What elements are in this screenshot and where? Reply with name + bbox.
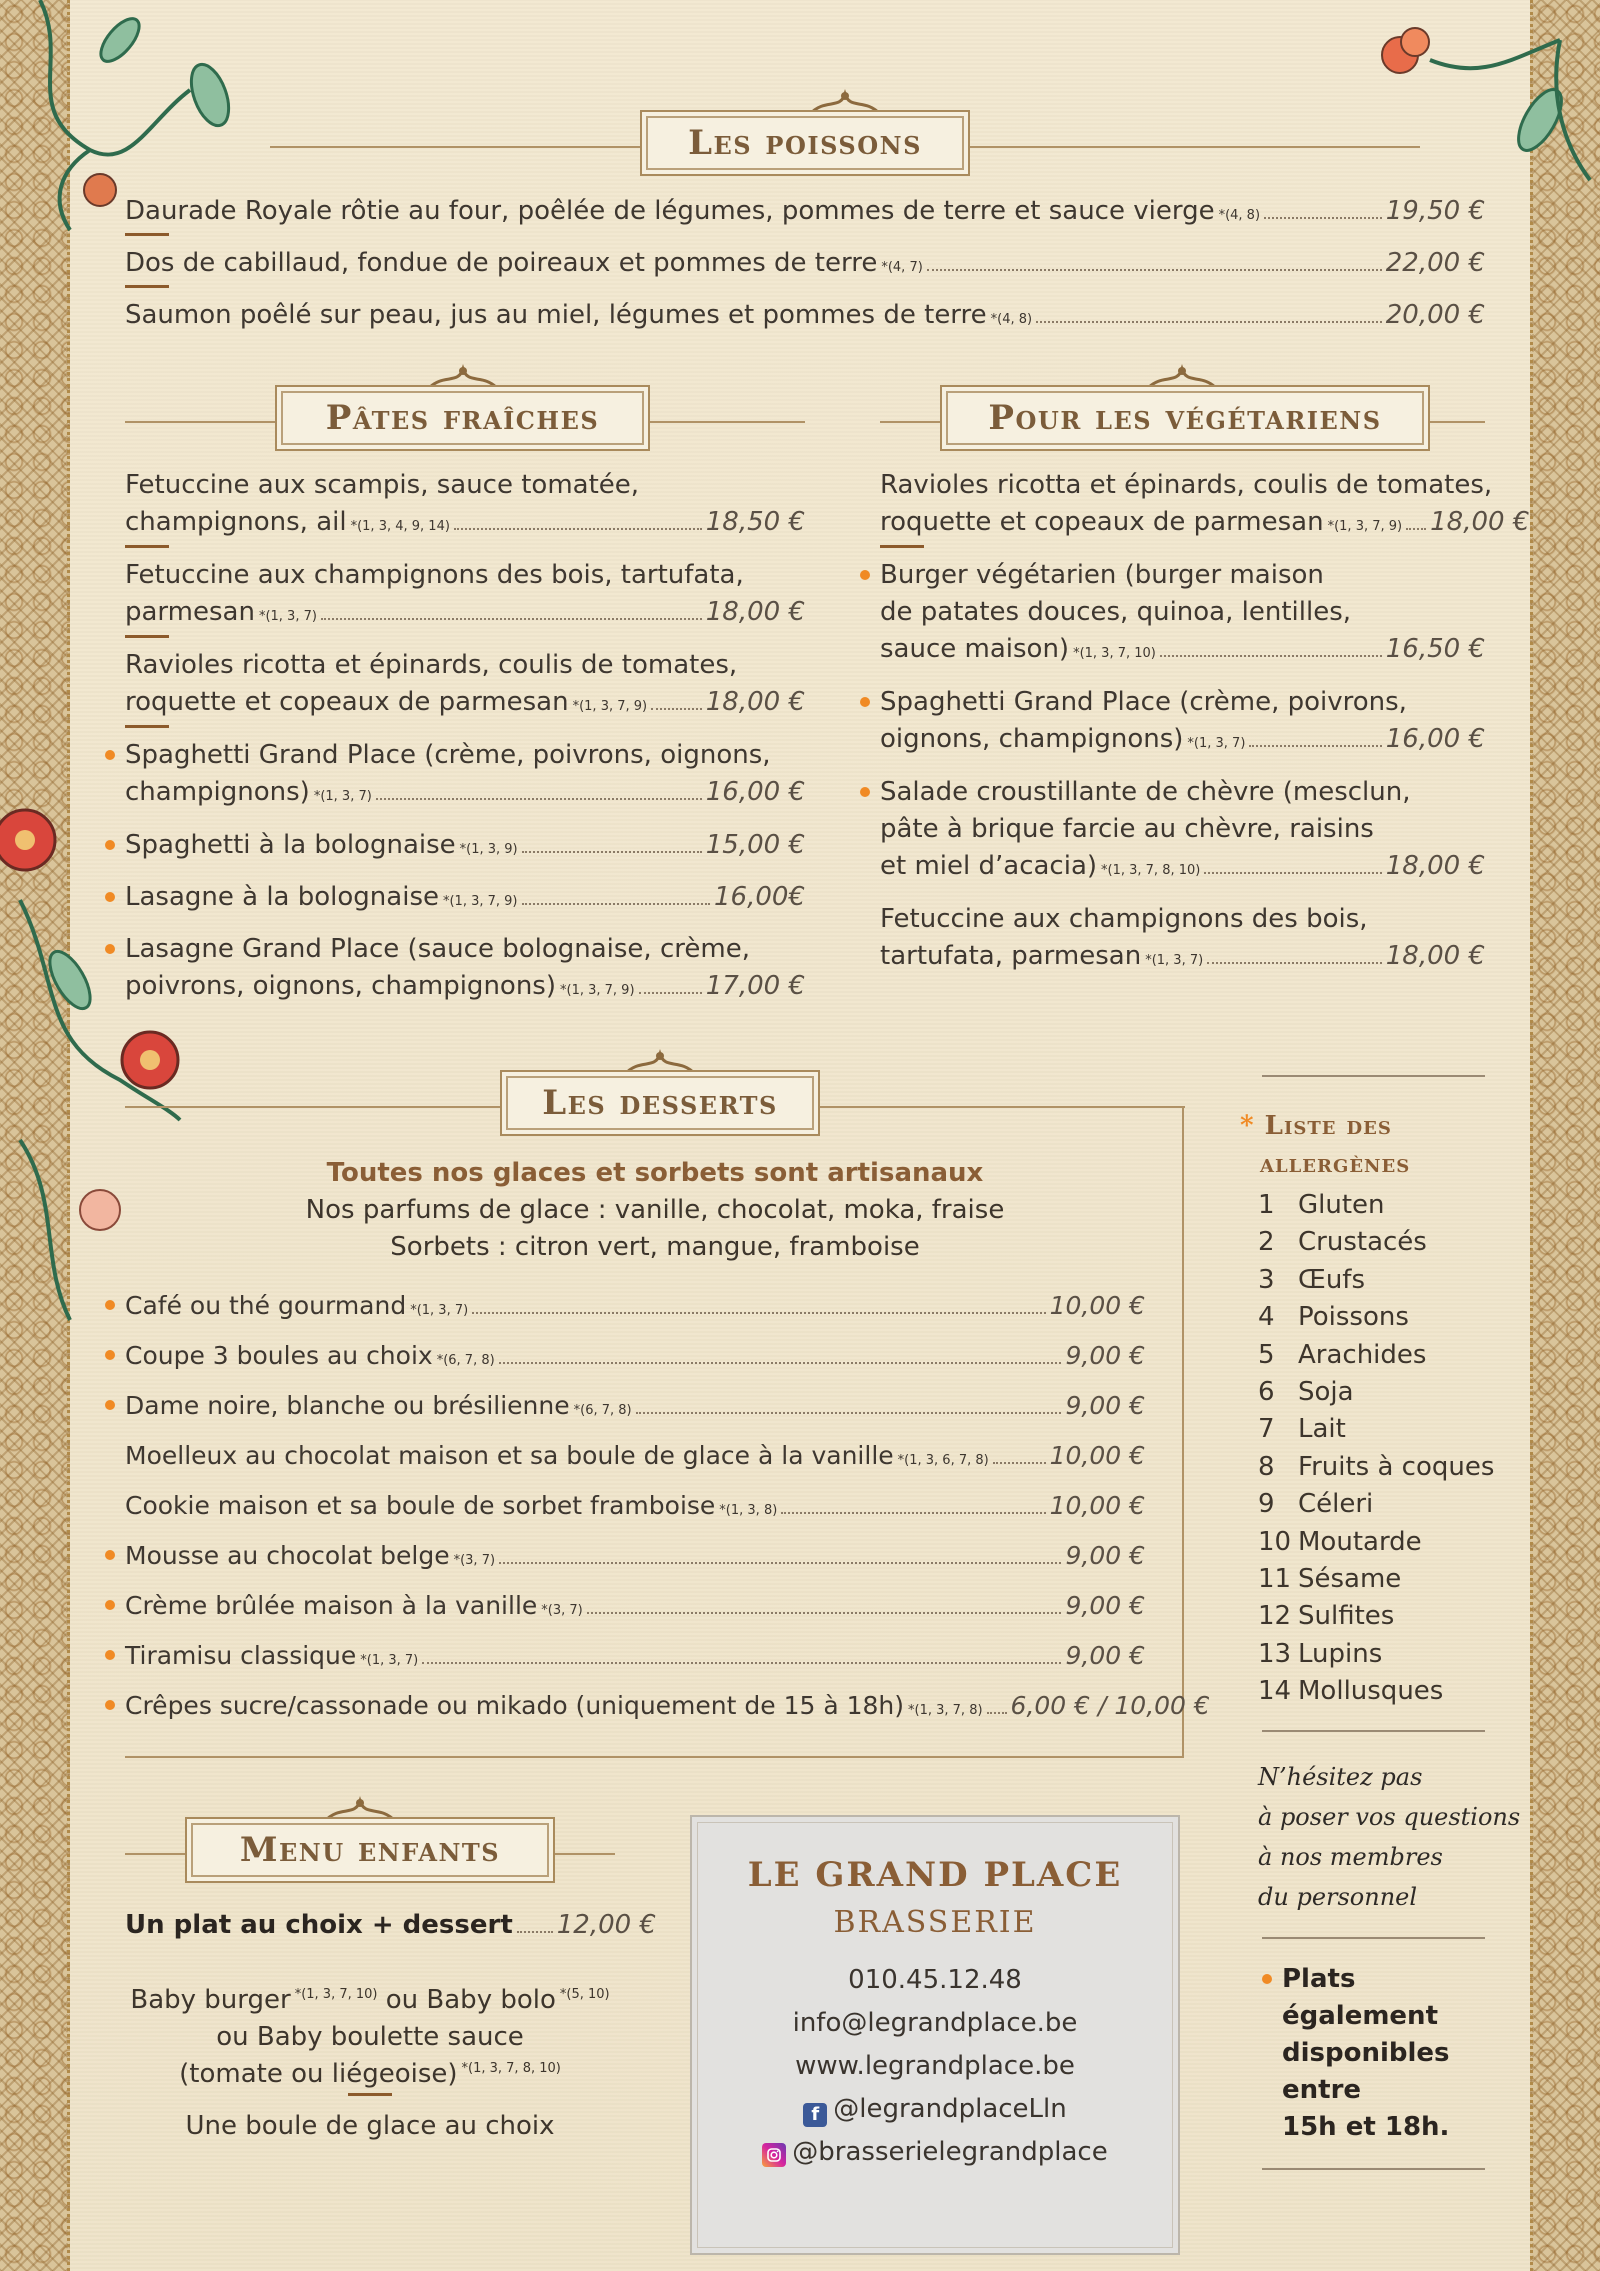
menu-item-line: roquette et copeaux de parmesan *(1, 3, 7, 9) 18,00 € xyxy=(880,504,1485,541)
allergen-item xyxy=(1258,1187,1385,1224)
section-title: Pâtes fraîches xyxy=(275,385,650,451)
dish-text: champignons, ail xyxy=(125,507,347,537)
kids-menu-title: Un plat au choix + dessert xyxy=(125,1910,513,1940)
dot-leader xyxy=(517,1931,553,1933)
allergen-title-line2: allergènes xyxy=(1260,1149,1411,1179)
pates-header xyxy=(125,363,805,453)
brasserie-type: BRASSERIE xyxy=(833,1905,1037,1940)
desserts-headline: Toutes nos glaces et sorbets sont artisanaux xyxy=(326,1158,984,1188)
menu-item xyxy=(125,297,1485,334)
dish-price: 16,00 € xyxy=(1385,724,1485,754)
item-separator xyxy=(880,545,924,548)
orange-bullet-icon xyxy=(105,1600,115,1610)
allergen-name: Gluten xyxy=(1298,1190,1385,1220)
allergen-number: 4 xyxy=(1258,1302,1275,1333)
dot-leader xyxy=(587,1612,1062,1614)
allergen-item xyxy=(1258,1486,1373,1523)
menu-item-line: Crème brûlée maison à la vanille *(3, 7) 9,00 € xyxy=(125,1587,1145,1624)
menu-item-line: Dame noire, blanche ou brésilienne *(6, 7, 8) 9,00 € xyxy=(125,1387,1145,1424)
availability-note-line: disponibles xyxy=(1282,2038,1450,2068)
facebook-icon: f xyxy=(803,2103,827,2127)
dish-price: 6,00 € / 10,00 € xyxy=(1010,1691,1210,1720)
facebook-handle: @legrandplaceLln xyxy=(833,2094,1067,2124)
allergen-number: 3 xyxy=(1258,1264,1275,1295)
kids-dessert: Une boule de glace au choix xyxy=(185,2111,555,2141)
allergen-item xyxy=(1258,1337,1426,1374)
kids-option-bolo: ou Baby bolo xyxy=(385,1985,556,2015)
kids-menu-details xyxy=(125,1982,615,2145)
menu-item-line: roquette et copeaux de parmesan *(1, 3, 7, 9) 18,00 € xyxy=(125,684,805,721)
dot-leader xyxy=(781,1512,1045,1514)
menu-item-line: Tiramisu classique *(1, 3, 7) 9,00 € xyxy=(125,1637,1145,1674)
section-title: Les desserts xyxy=(500,1070,820,1136)
menu-item xyxy=(125,827,805,864)
allergen-item xyxy=(1258,1299,1409,1336)
desserts-header xyxy=(125,1048,1185,1138)
menu-item-line xyxy=(880,557,1485,594)
dot-leader xyxy=(522,903,711,905)
dot-leader xyxy=(376,798,702,800)
menu-item xyxy=(125,647,805,721)
dot-leader xyxy=(993,1462,1046,1464)
menu-item-line: parmesan *(1, 3, 7) 18,00 € xyxy=(125,594,805,631)
dish-text: Tiramisu classique xyxy=(125,1641,357,1670)
allergen-name: Lait xyxy=(1298,1414,1346,1445)
sorbet-flavours: Sorbets : citron vert, mangue, framboise xyxy=(390,1232,920,1262)
allergen-item xyxy=(1258,1673,1443,1710)
dish-price: 18,00 € xyxy=(705,597,805,627)
menu-item-line xyxy=(125,737,805,774)
dish-price: 18,00 € xyxy=(705,687,805,717)
kids-menu-headline xyxy=(125,1907,657,1944)
menu-item-line: Spaghetti à la bolognaise *(1, 3, 9) 15,00 € xyxy=(125,827,805,864)
orange-bullet-icon xyxy=(105,944,115,954)
dish-price: 19,50 € xyxy=(1385,196,1485,226)
allergen-number: 13 xyxy=(1258,1638,1292,1669)
menu-item xyxy=(125,1437,1145,1474)
allergen-name: Arachides xyxy=(1298,1339,1427,1370)
menu-item xyxy=(125,1287,1145,1324)
menu-item-line: Daurade Royale rôtie au four, poêlée de légumes, pommes de terre et sauce vierge *(4, 8) 19,50 € xyxy=(125,193,1485,230)
dish-price: 16,00 € xyxy=(705,777,805,807)
menu-item xyxy=(125,1637,1145,1674)
allergen-number: 7 xyxy=(1258,1414,1275,1445)
dot-leader xyxy=(927,269,1382,271)
enfants-header xyxy=(125,1795,615,1885)
email-link[interactable]: info@legrandplace.be xyxy=(792,2008,1078,2038)
dot-leader xyxy=(987,1712,1007,1714)
menu-item-line: Mousse au chocolat belge *(3, 7) 9,00 € xyxy=(125,1537,1145,1574)
dish-text: Ravioles ricotta et épinards, coulis de tomates, xyxy=(125,650,738,680)
menu-item xyxy=(125,467,805,541)
dot-leader xyxy=(1264,217,1382,219)
menu-item xyxy=(125,1387,1145,1424)
dish-price: 9,00 € xyxy=(1065,1391,1145,1420)
dish-text: de patates douces, quinoa, lentilles, xyxy=(880,597,1352,627)
dot-leader xyxy=(454,528,702,530)
note-rule xyxy=(1262,1937,1485,1939)
staff-note-line: du personnel xyxy=(1258,1883,1418,1911)
allergen-name: Fruits à coques xyxy=(1298,1451,1495,1482)
dish-text: Spaghetti Grand Place (crème, poivrons, xyxy=(880,687,1407,717)
dish-text: Crêpes sucre/cassonade ou mikado (uniquement de 15 à 18h) xyxy=(125,1691,905,1720)
orange-bullet-icon xyxy=(105,1550,115,1560)
menu-item xyxy=(880,467,1530,541)
allergen-number: 1 xyxy=(1258,1190,1275,1220)
brasserie-name: LE GRAND PLACE xyxy=(747,1855,1123,1895)
orange-bullet-icon xyxy=(105,750,115,760)
allergen-item xyxy=(1258,1598,1394,1635)
allergen-bottom-rule xyxy=(1262,1730,1485,1732)
menu-item-line: poivrons, oignons, champignons) *(1, 3, 7, 9) 17,00 € xyxy=(125,968,805,1005)
orange-bullet-icon xyxy=(105,840,115,850)
dot-leader xyxy=(1249,745,1381,747)
dish-text: Crème brûlée maison à la vanille xyxy=(125,1591,538,1620)
menu-item-line xyxy=(880,684,1485,721)
dish-price: 20,00 € xyxy=(1385,300,1485,330)
menu-item-line xyxy=(880,774,1485,811)
allergen-name: Céleri xyxy=(1298,1489,1374,1520)
ice-cream-flavours: Nos parfums de glace : vanille, chocolat, moka, fraise xyxy=(305,1195,1005,1225)
dish-text: Dame noire, blanche ou brésilienne xyxy=(125,1391,570,1420)
menu-item xyxy=(125,193,1485,230)
dish-text: Fetuccine aux scampis, sauce tomatée, xyxy=(125,470,640,500)
dish-price: 10,00 € xyxy=(1049,1291,1145,1320)
menu-item-line xyxy=(125,647,805,684)
note-bullet-icon xyxy=(1262,1974,1272,1984)
title-rule xyxy=(125,1106,500,1108)
dot-leader xyxy=(422,1662,1061,1664)
dot-leader xyxy=(651,708,702,710)
item-separator xyxy=(125,545,169,548)
dish-text: Lasagne Grand Place (sauce bolognaise, crème, xyxy=(125,934,750,964)
dish-text: Saumon poêlé sur peau, jus au miel, légumes et pommes de terre xyxy=(125,300,987,330)
menu-item-line xyxy=(880,467,1493,504)
item-separator xyxy=(125,635,169,638)
allergen-name: Sésame xyxy=(1298,1564,1402,1594)
dish-price: 18,50 € xyxy=(705,507,805,537)
dish-text: roquette et copeaux de parmesan xyxy=(125,687,569,717)
allergen-name: Lupins xyxy=(1298,1638,1383,1669)
instagram-icon xyxy=(762,2143,786,2167)
allergen-number: 12 xyxy=(1258,1601,1292,1632)
availability-note-line: 15h et 18h. xyxy=(1282,2112,1450,2142)
menu-item xyxy=(125,1687,1210,1724)
dot-leader xyxy=(1204,872,1381,874)
dish-text: Lasagne à la bolognaise xyxy=(125,882,439,912)
instagram-handle: @brasserielegrandplace xyxy=(792,2137,1108,2167)
instagram-row[interactable] xyxy=(692,2137,1178,2167)
allergen-item xyxy=(1258,1449,1494,1486)
allergen-number: 5 xyxy=(1258,1339,1275,1370)
dish-price: 9,00 € xyxy=(1065,1341,1145,1370)
dot-leader xyxy=(522,851,702,853)
dot-leader xyxy=(1160,655,1382,657)
allergen-name: Moutarde xyxy=(1298,1526,1422,1557)
menu-item-line: Crêpes sucre/cassonade ou mikado (uniquement de 15 à 18h) *(1, 3, 7, 8) 6,00 € / 10,00 € xyxy=(125,1687,1145,1724)
menu-item xyxy=(125,1337,1145,1374)
title-rule xyxy=(820,1106,1185,1108)
allergen-title-line1: Liste des xyxy=(1264,1111,1392,1141)
allergen-ref: *(1, 3, 7, 8, 10) xyxy=(461,2061,561,2077)
dish-text: Spaghetti Grand Place (crème, poivrons, oignons, xyxy=(125,740,771,770)
dish-text: tartufata, parmesan xyxy=(880,941,1142,971)
dish-text: Salade croustillante de chèvre (mesclun, xyxy=(880,777,1411,807)
dish-price: 9,00 € xyxy=(1065,1641,1145,1670)
menu-item xyxy=(125,1487,1145,1524)
orange-bullet-icon xyxy=(105,1650,115,1660)
orange-bullet-icon xyxy=(105,1300,115,1310)
staff-note-line: à poser vos questions xyxy=(1258,1803,1521,1831)
orange-bullet-icon xyxy=(105,1350,115,1360)
menu-item xyxy=(125,245,1485,282)
menu-item-line: Moelleux au chocolat maison et sa boule de glace à la vanille *(1, 3, 6, 7, 8) 10,00 € xyxy=(125,1437,1145,1474)
dish-text: parmesan xyxy=(125,597,255,627)
dish-price: 9,00 € xyxy=(1065,1591,1145,1620)
kids-menu-price: 12,00 € xyxy=(556,1910,657,1940)
allergen-item xyxy=(1258,1636,1382,1673)
facebook-row[interactable] xyxy=(692,2094,1178,2127)
dot-leader xyxy=(499,1562,1061,1564)
dish-price: 16,50 € xyxy=(1385,634,1485,664)
kids-option-burger: Baby burger xyxy=(130,1985,291,2015)
menu-item xyxy=(125,1537,1145,1574)
dish-price: 17,00 € xyxy=(705,971,805,1001)
phone-number[interactable]: 010.45.12.48 xyxy=(848,1965,1022,1995)
menu-item-line: Lasagne à la bolognaise *(1, 3, 7, 9) 16,00€ xyxy=(125,879,805,916)
menu-item xyxy=(880,557,1485,668)
allergen-ref: *(5, 10) xyxy=(559,1987,610,2003)
menu-item xyxy=(880,684,1485,758)
allergen-number: 8 xyxy=(1258,1451,1275,1482)
dish-text: sauce maison) xyxy=(880,634,1070,664)
dish-price: 22,00 € xyxy=(1385,248,1485,278)
dish-text: Daurade Royale rôtie au four, poêlée de légumes, pommes de terre et sauce vierge xyxy=(125,196,1215,226)
dish-text: Fetuccine aux champignons des bois, xyxy=(880,904,1368,934)
website-link[interactable]: www.legrandplace.be xyxy=(795,2051,1075,2081)
kids-option-sauce: (tomate ou liégeoise) xyxy=(179,2059,458,2089)
orange-bullet-icon xyxy=(860,697,870,707)
menu-item-line: oignons, champignons) *(1, 3, 7) 16,00 € xyxy=(880,721,1485,758)
contact-card xyxy=(690,1815,1180,2255)
dot-leader xyxy=(639,992,702,994)
menu-item xyxy=(125,879,805,916)
menu-item xyxy=(880,901,1485,975)
allergen-name: Crustacés xyxy=(1298,1227,1427,1258)
menu-item-line: champignons) *(1, 3, 7) 16,00 € xyxy=(125,774,805,811)
menu-item-line: champignons, ail *(1, 3, 4, 9, 14) 18,50 € xyxy=(125,504,805,541)
note-bottom-rule xyxy=(1262,2168,1485,2170)
dish-text: poivrons, oignons, champignons) xyxy=(125,971,556,1001)
allergen-number: 9 xyxy=(1258,1489,1275,1520)
allergen-name: Sulfites xyxy=(1298,1601,1395,1632)
dish-price: 16,00€ xyxy=(714,882,805,912)
staff-note-line: à nos membres xyxy=(1258,1843,1443,1871)
orange-bullet-icon xyxy=(860,787,870,797)
allergen-item xyxy=(1258,1374,1354,1411)
allergen-name: Poissons xyxy=(1298,1302,1409,1333)
staff-note-line: N’hésitez pas xyxy=(1258,1763,1423,1791)
orange-bullet-icon xyxy=(105,1400,115,1410)
allergen-number: 2 xyxy=(1258,1227,1275,1258)
dish-price: 9,00 € xyxy=(1065,1541,1145,1570)
item-separator xyxy=(125,233,169,236)
orange-bullet-icon xyxy=(860,570,870,580)
section-title: Les poissons xyxy=(640,110,970,176)
menu-item-line: Saumon poêlé sur peau, jus au miel, légumes et pommes de terre *(4, 8) 20,00 € xyxy=(125,297,1485,334)
dish-price: 18,00 € xyxy=(1385,941,1485,971)
desserts-frame-bottom xyxy=(125,1756,1184,1758)
allergen-item xyxy=(1258,1411,1346,1448)
dot-leader xyxy=(636,1412,1062,1414)
kids-option-boulette: ou Baby boulette sauce xyxy=(216,2022,524,2052)
availability-note-line: Plats xyxy=(1282,1964,1356,1994)
dish-text: Café ou thé gourmand xyxy=(125,1291,407,1320)
allergen-item xyxy=(1258,1561,1401,1598)
menu-item xyxy=(125,737,805,811)
desserts-intro xyxy=(125,1155,1185,1266)
dish-text: oignons, champignons) xyxy=(880,724,1184,754)
menu-item-line xyxy=(880,811,1485,848)
allergen-number: 14 xyxy=(1258,1676,1292,1707)
menu-item-line xyxy=(125,557,805,594)
menu-item xyxy=(125,931,805,1005)
allergen-name: Soja xyxy=(1298,1377,1354,1407)
availability-note-line: entre xyxy=(1282,2075,1362,2105)
dish-price: 15,00 € xyxy=(705,830,805,860)
dot-leader xyxy=(472,1312,1045,1314)
menu-item xyxy=(880,774,1485,885)
dish-price: 10,00 € xyxy=(1049,1491,1145,1520)
dish-text: Cookie maison et sa boule de sorbet framboise xyxy=(125,1491,716,1520)
dish-text: Coupe 3 boules au choix xyxy=(125,1341,433,1370)
section-title: Pour les végétariens xyxy=(940,385,1430,451)
menu-item-line: Coupe 3 boules au choix *(6, 7, 8) 9,00 € xyxy=(125,1337,1145,1374)
orange-bullet-icon xyxy=(105,892,115,902)
kids-separator xyxy=(348,2093,392,2096)
allergen-number: 11 xyxy=(1258,1564,1292,1594)
item-separator xyxy=(125,725,169,728)
allergen-number: 6 xyxy=(1258,1377,1275,1407)
menu-item-line: Dos de cabillaud, fondue de poireaux et pommes de terre *(4, 7) 22,00 € xyxy=(125,245,1485,282)
dish-price: 10,00 € xyxy=(1049,1441,1145,1470)
menu-item-line: Café ou thé gourmand *(1, 3, 7) 10,00 € xyxy=(125,1287,1145,1324)
allergen-name: Mollusques xyxy=(1298,1676,1444,1707)
menu-item xyxy=(125,557,805,631)
dish-text: Spaghetti à la bolognaise xyxy=(125,830,456,860)
menu-item-line: Cookie maison et sa boule de sorbet framboise *(1, 3, 8) 10,00 € xyxy=(125,1487,1145,1524)
dot-leader xyxy=(1207,962,1382,964)
dish-text: Mousse au chocolat belge xyxy=(125,1541,450,1570)
menu-item-line xyxy=(125,467,805,504)
dish-text: Burger végétarien (burger maison xyxy=(880,560,1324,590)
poissons-header xyxy=(270,88,1420,178)
menu-item-line: tartufata, parmesan *(1, 3, 7) 18,00 € xyxy=(880,938,1485,975)
menu-item-line xyxy=(880,901,1485,938)
dish-price: 18,00 € xyxy=(1430,507,1530,537)
allergen-top-rule xyxy=(1262,1075,1485,1077)
menu-item-line: sauce maison) *(1, 3, 7, 10) 16,50 € xyxy=(880,631,1485,668)
menu-item-line: et miel d’acacia) *(1, 3, 7, 8, 10) 18,00 € xyxy=(880,848,1485,885)
dish-text: Fetuccine aux champignons des bois, tartufata, xyxy=(125,560,744,590)
item-separator xyxy=(125,285,169,288)
dish-text: Dos de cabillaud, fondue de poireaux et pommes de terre xyxy=(125,248,878,278)
dot-leader xyxy=(1406,528,1426,530)
menu-item xyxy=(125,1587,1145,1624)
menu-item-line xyxy=(880,594,1485,631)
vegetariens-header xyxy=(880,363,1485,453)
dish-text: et miel d’acacia) xyxy=(880,851,1098,881)
allergen-ref: *(1, 3, 7, 10) xyxy=(294,1987,378,2003)
dot-leader xyxy=(1036,321,1382,323)
dish-text: roquette et copeaux de parmesan xyxy=(880,507,1324,537)
allergen-title xyxy=(1240,1107,1410,1183)
allergen-item xyxy=(1258,1524,1422,1561)
menu-item-line xyxy=(125,931,805,968)
dish-text: pâte à brique farcie au chèvre, raisins xyxy=(880,814,1374,844)
section-title: Menu enfants xyxy=(185,1817,555,1883)
allergen-number: 10 xyxy=(1258,1526,1292,1557)
dot-leader xyxy=(321,618,702,620)
allergen-item xyxy=(1258,1262,1365,1299)
dish-price: 18,00 € xyxy=(1385,851,1485,881)
dish-text: Ravioles ricotta et épinards, coulis de tomates, xyxy=(880,470,1493,500)
allergen-name: Œufs xyxy=(1298,1264,1365,1295)
dot-leader xyxy=(499,1362,1062,1364)
asterisk: * xyxy=(1240,1111,1255,1141)
orange-bullet-icon xyxy=(105,1700,115,1710)
availability-note-line: également xyxy=(1282,2001,1438,2031)
dish-text: champignons) xyxy=(125,777,310,807)
dish-text: Moelleux au chocolat maison et sa boule de glace à la vanille xyxy=(125,1441,894,1470)
allergen-item xyxy=(1258,1224,1427,1261)
right-lace-border xyxy=(1530,0,1600,2271)
